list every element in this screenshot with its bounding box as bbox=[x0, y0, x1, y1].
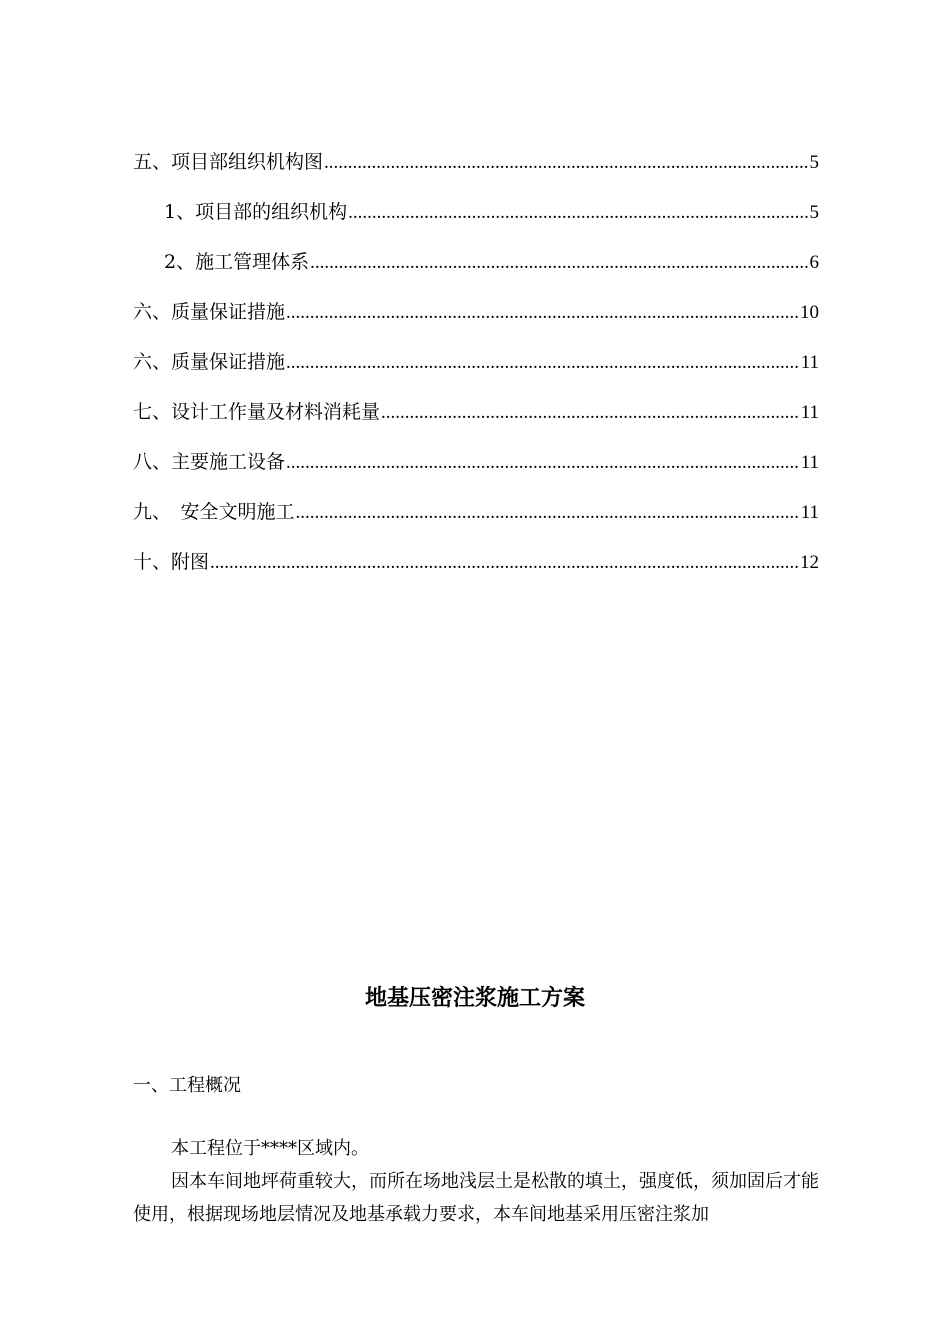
toc-entry-page: 6 bbox=[809, 252, 819, 273]
toc-entry-label: 九、 安全文明施工 bbox=[133, 501, 295, 523]
toc-dot-leader bbox=[310, 246, 808, 280]
toc-dot-leader bbox=[286, 446, 800, 480]
toc-entry[interactable] bbox=[133, 345, 819, 395]
toc-entry[interactable] bbox=[133, 195, 819, 245]
toc-dot-leader bbox=[210, 546, 799, 580]
toc-entry[interactable] bbox=[133, 145, 819, 195]
toc-entry-page: 11 bbox=[800, 352, 819, 373]
toc-entry[interactable] bbox=[133, 245, 819, 295]
toc-entry-page: 5 bbox=[809, 152, 819, 173]
toc-dot-leader bbox=[348, 196, 808, 230]
toc-entry[interactable] bbox=[133, 295, 819, 345]
toc-entry-label: 六、质量保证措施 bbox=[133, 351, 286, 373]
toc-entry-page: 12 bbox=[800, 552, 819, 573]
toc-entry-label: 1、项目部的组织机构 bbox=[164, 201, 348, 223]
document-title: 地基压密注浆施工方案 bbox=[364, 985, 585, 1011]
toc-entry-page: 5 bbox=[809, 202, 819, 223]
toc-entry[interactable] bbox=[133, 395, 819, 445]
toc-entry-page: 10 bbox=[800, 302, 819, 323]
toc-dot-leader bbox=[381, 396, 800, 430]
table-of-contents bbox=[133, 145, 819, 595]
toc-entry-label: 八、主要施工设备 bbox=[133, 451, 286, 473]
toc-entry-page: 11 bbox=[800, 502, 819, 523]
toc-entry-page: 11 bbox=[800, 452, 819, 473]
body-paragraph: 本工程位于****区域内。 bbox=[171, 1138, 369, 1159]
toc-entry[interactable] bbox=[133, 495, 819, 545]
toc-dot-leader bbox=[296, 496, 800, 530]
toc-entry-label: 十、附图 bbox=[133, 551, 210, 573]
toc-dot-leader bbox=[286, 346, 800, 380]
toc-entry[interactable] bbox=[133, 545, 819, 595]
toc-entry-page: 11 bbox=[800, 402, 819, 423]
toc-entry-label: 七、设计工作量及材料消耗量 bbox=[133, 401, 381, 423]
toc-dot-leader bbox=[324, 146, 808, 180]
body-paragraph: 因本车间地坪荷重较大，而所在场地浅层土是松散的填土，强度低，须加固后才能使用，根据现场地层情况及地基承载力要求，本车间地基采用压密注浆加 bbox=[133, 1171, 819, 1225]
toc-entry-label: 2、施工管理体系 bbox=[164, 251, 310, 273]
toc-entry-label: 五、项目部组织机构图 bbox=[133, 151, 324, 173]
toc-entry[interactable] bbox=[133, 445, 819, 495]
toc-entry-label: 六、质量保证措施 bbox=[133, 301, 286, 323]
toc-dot-leader bbox=[286, 296, 799, 330]
body-text bbox=[133, 1132, 819, 1231]
section-heading: 一、工程概况 bbox=[133, 1075, 241, 1096]
